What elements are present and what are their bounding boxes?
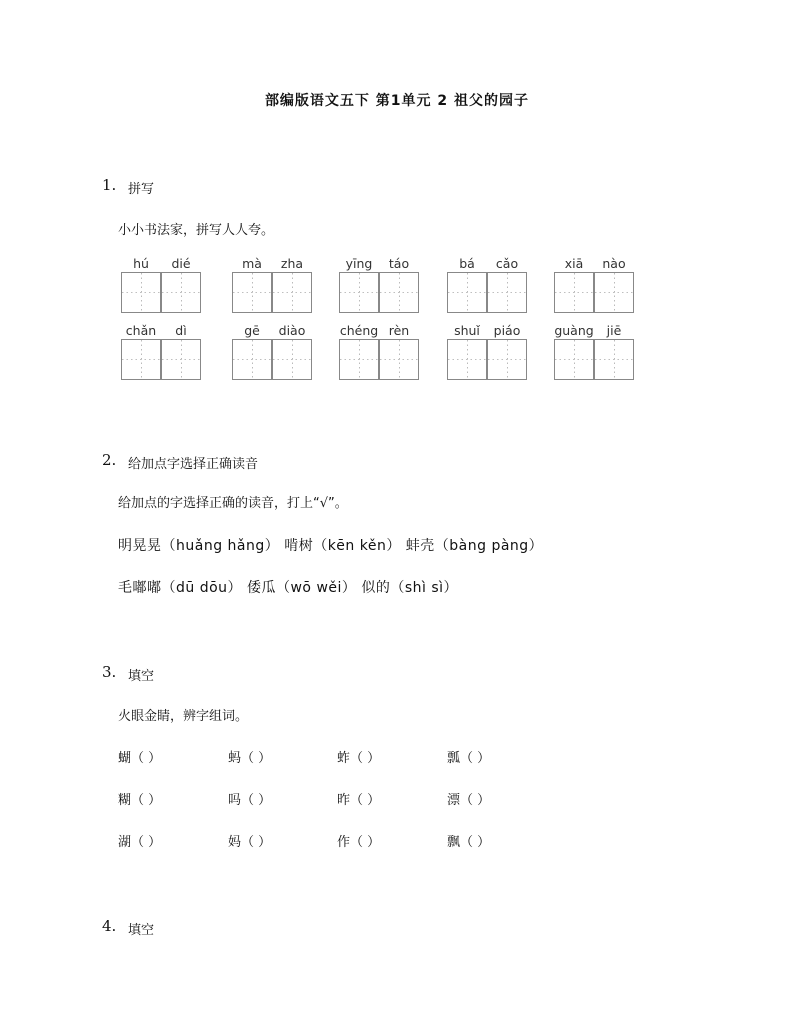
page-title: 部编版语文五下 第1单元 2 祖父的园子: [264, 93, 530, 109]
section-2-number: 2.: [102, 451, 117, 469]
word-fill-item[interactable]: 吗（ ）: [228, 793, 272, 808]
pinyin-label: yīng: [345, 256, 373, 271]
pinyin-label: mà: [242, 256, 262, 271]
word-fill-item[interactable]: 糊（ ）: [118, 793, 162, 808]
writing-box[interactable]: [447, 272, 527, 312]
section-3-instruction: 火眼金睛，辨字组词。: [118, 709, 249, 724]
pinyin-label: gē: [244, 323, 260, 338]
pinyin-label: shuǐ: [454, 323, 480, 338]
section-3-label: 填空: [128, 669, 155, 684]
pinyin-label: táo: [388, 256, 410, 271]
section-2-label: 给加点字选择正确读音: [128, 457, 259, 472]
section-2-instruction: 给加点的字选择正确的读音，打上“√”。: [118, 496, 348, 511]
pronunciation-line-2: 毛嘟嘟（dū dōu） 倭瓜（wō wěi） 似的（shì sì）: [118, 580, 459, 596]
section-1-instruction: 小小书法家，拼写人人夸。: [118, 223, 275, 238]
word-fill-item[interactable]: 漂（ ）: [447, 793, 491, 808]
word-fill-item[interactable]: 飘（ ）: [447, 835, 491, 850]
pinyin-label: piáo: [493, 323, 521, 338]
word-fill-item[interactable]: 妈（ ）: [228, 835, 272, 850]
word-fill-item[interactable]: 蚱（ ）: [337, 751, 381, 766]
writing-box[interactable]: [447, 339, 527, 379]
pinyin-label: diào: [278, 323, 306, 338]
section-1-label: 拼写: [128, 182, 155, 197]
pinyin-label: zha: [280, 256, 304, 271]
pronunciation-line-1: 明晃晃（huǎng hǎng） 啃树（kēn kěn） 蚌壳（bàng pàng）: [118, 538, 544, 554]
writing-box[interactable]: [232, 272, 312, 312]
pinyin-label: hú: [133, 256, 149, 271]
writing-box[interactable]: [554, 272, 634, 312]
pinyin-label: chǎn: [125, 323, 157, 338]
word-fill-item[interactable]: 蚂（ ）: [228, 751, 272, 766]
section-4-number: 4.: [102, 917, 117, 935]
writing-box[interactable]: [554, 339, 634, 379]
word-fill-item[interactable]: 昨（ ）: [337, 793, 381, 808]
writing-box[interactable]: [339, 272, 419, 312]
word-fill-item[interactable]: 蝴（ ）: [118, 751, 162, 766]
pinyin-label: cǎo: [495, 256, 519, 271]
pinyin-label: jiē: [606, 323, 622, 338]
word-fill-item[interactable]: 湖（ ）: [118, 835, 162, 850]
section-4-label: 填空: [128, 923, 155, 938]
pinyin-label: rèn: [388, 323, 410, 338]
section-1-number: 1.: [102, 176, 117, 194]
writing-box[interactable]: [339, 339, 419, 379]
pinyin-label: dì: [175, 323, 187, 338]
writing-box[interactable]: [121, 339, 201, 379]
word-fill-item[interactable]: 瓢（ ）: [447, 751, 491, 766]
section-3-number: 3.: [102, 663, 117, 681]
pinyin-label: chéng: [339, 323, 379, 338]
pinyin-label: guàng: [554, 323, 594, 338]
pinyin-label: xiā: [564, 256, 584, 271]
word-fill-item[interactable]: 作（ ）: [337, 835, 381, 850]
pinyin-label: bá: [459, 256, 475, 271]
writing-box[interactable]: [232, 339, 312, 379]
pinyin-label: dié: [171, 256, 191, 271]
pinyin-label: nào: [602, 256, 626, 271]
writing-box[interactable]: [121, 272, 201, 312]
